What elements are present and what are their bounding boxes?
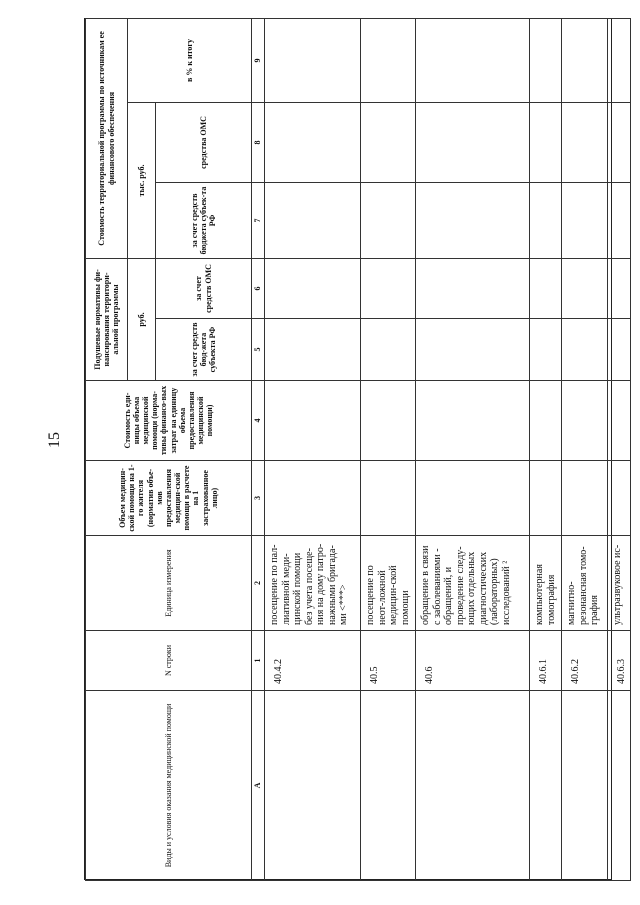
column-index: 3 (252, 461, 265, 536)
kinds-cell (361, 691, 416, 881)
header-cost-budget: за счет средств бюджета субъек-та РФ (156, 182, 252, 258)
table-row (265, 18, 361, 880)
row-number: 40.6 (416, 631, 530, 691)
column-index: 9 (252, 18, 265, 102)
row-unit: обращение в связи с заболеваниями - обращений, и проведение следу-ющих отдельных диагностических (лабораторных) исследований ² (416, 536, 530, 631)
kinds-cell (416, 691, 530, 881)
header-cost-percent: в % к итогу (128, 18, 252, 102)
header-cost-unit: тыс. руб. (128, 102, 156, 258)
header-per-capita-group: Подушевые нормативы фи-нансирования территори-альной программы (86, 258, 128, 380)
header-unit: Единица измерения (86, 536, 252, 631)
column-index: A (252, 691, 265, 881)
row-unit: компьютерная томография (530, 536, 562, 631)
header-per-capita-budget: за счет средств бюд-жета субъекта РФ (156, 319, 252, 381)
table-frame (84, 18, 627, 880)
row-number: 40.6.2 (562, 631, 608, 691)
header-kinds: Виды и условия оказания медицинской помощи (86, 691, 252, 881)
table-row (608, 18, 631, 880)
row-number: 40.4.2 (265, 631, 361, 691)
column-index: 2 (252, 536, 265, 631)
financing-table (85, 18, 631, 881)
table-row (361, 18, 416, 880)
header-per-capita-unit: руб. (128, 258, 156, 380)
page-number: 15 (46, 432, 63, 448)
table-row (562, 18, 608, 880)
column-index: 7 (252, 182, 265, 258)
header-cost-oms: средства ОМС (156, 102, 252, 182)
row-number: 40.5 (361, 631, 416, 691)
column-index: 4 (252, 381, 265, 461)
column-index: 5 (252, 319, 265, 381)
kinds-cell (265, 691, 361, 881)
table-row (530, 18, 562, 880)
row-unit: посещение по пал-лиативной меди-цинской помощи без учета посеще-ния на дому патро-нажными бригада-ми <***> (265, 536, 361, 631)
header-unit-cost: Стоимость еди-ницы объема медицинской помощи (норма-тивы финансо-вых затрат на единицу объема предоставления медицинской помощи) (86, 381, 252, 461)
table-row (416, 18, 530, 880)
kinds-cell (562, 691, 608, 881)
row-number: 40.6.1 (530, 631, 562, 691)
row-number: 40.6.3 (608, 631, 631, 691)
header-cost-group: Стоимость территориальной программы по источникам ее финансового обеспечения (86, 18, 128, 258)
kinds-cell (608, 691, 631, 881)
kinds-cell (530, 691, 562, 881)
row-unit: посещение по неот-ложной медицин-ской помощи (361, 536, 416, 631)
row-unit: ультразвуковое ис- (608, 536, 631, 631)
row-unit: магнитно-резонансная томо-графия (562, 536, 608, 631)
column-index: 1 (252, 631, 265, 691)
column-index: 6 (252, 258, 265, 318)
header-volume: Объем медицин-ской помощи на 1-го жителя (норматив объе-мов предоставления медицин-ской помощи в расчете на 1 застрахованное лицо) (86, 461, 252, 536)
header-row-number: N строки (86, 631, 252, 691)
header-per-capita-oms: за счет средств ОМС (156, 258, 252, 318)
column-index: 8 (252, 102, 265, 182)
rotated-table-container (85, 19, 627, 881)
